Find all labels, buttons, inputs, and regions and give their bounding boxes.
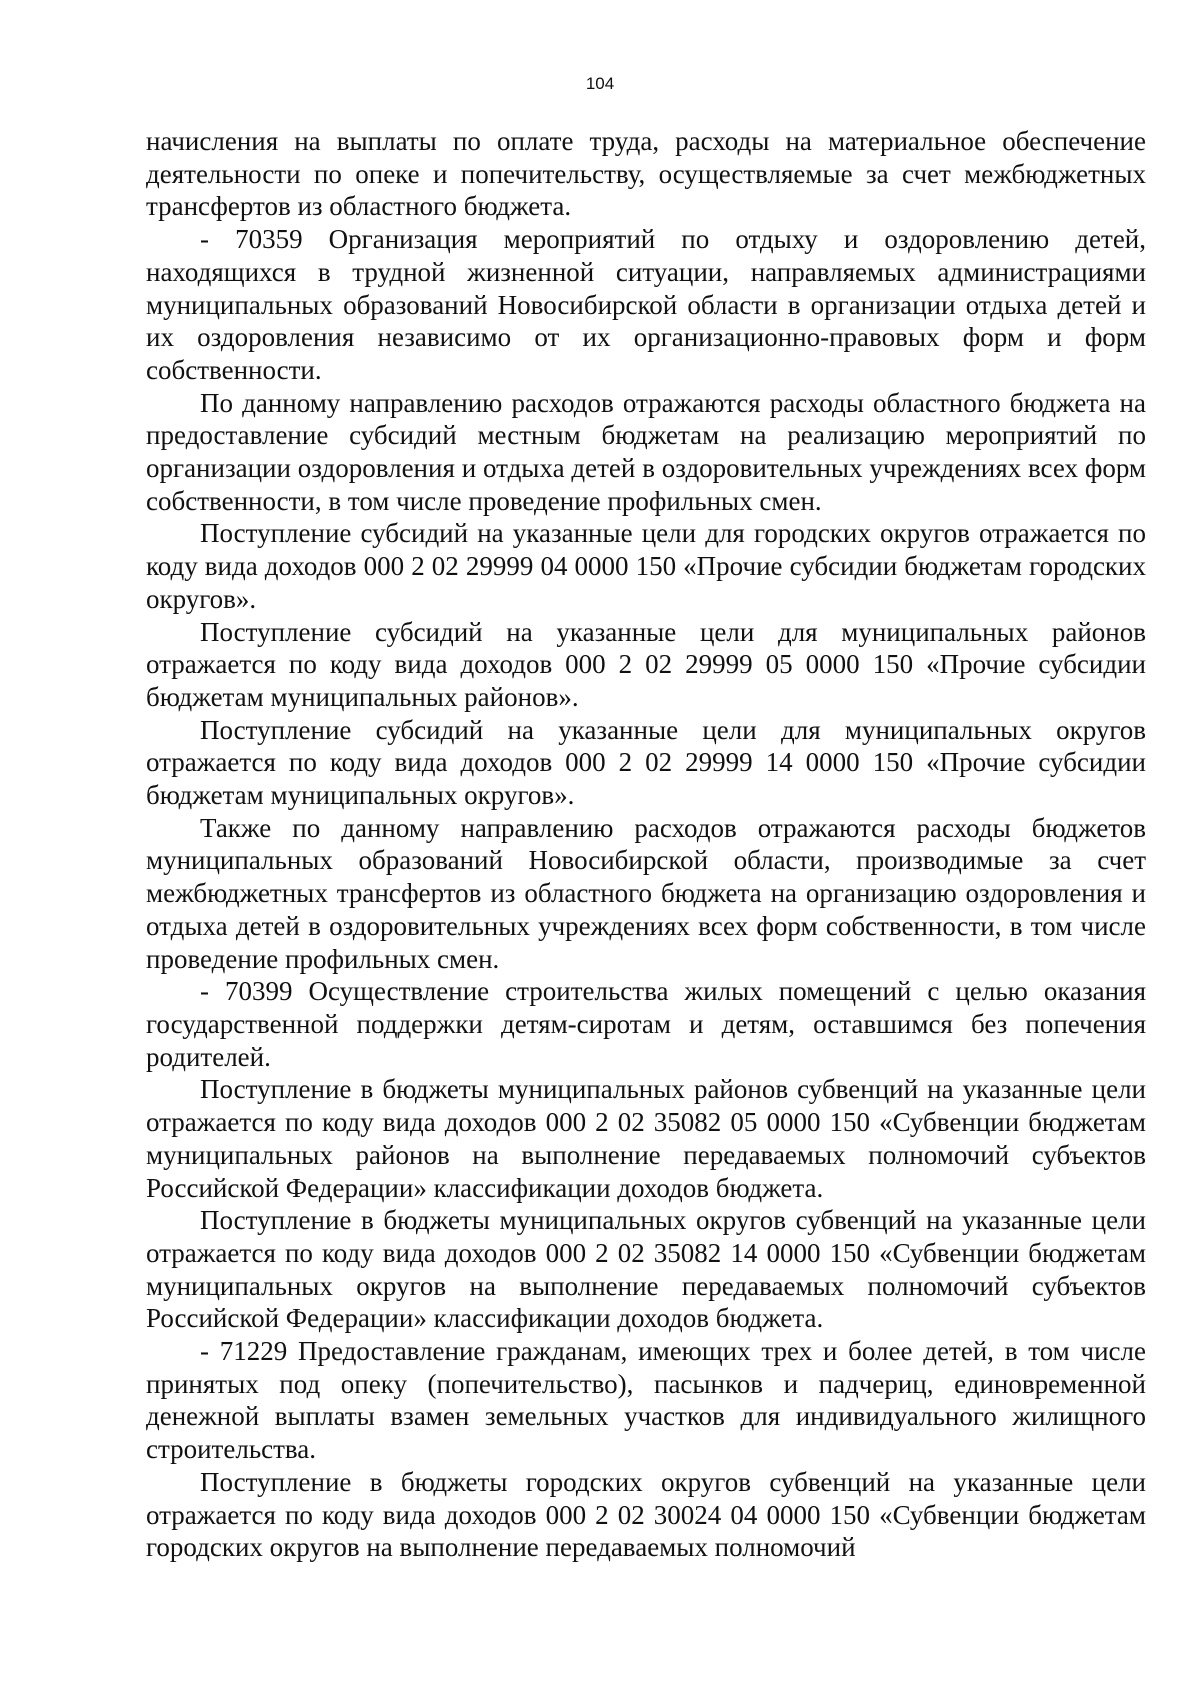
- paragraph-70359-heading: - 70359 Организация мероприятий по отдыху и оздоровлению детей, находящихся в трудной жизненной ситуации, направляемых администрациями муниципальных образований Новосибирской области в организации отдыха детей и их оздоровления независимо от их организационно-правовых форм и форм собственности.: [146, 224, 1146, 385]
- paragraph-continuation: начисления на выплаты по оплате труда, расходы на материальное обеспечение деятельности по опеке и попечительству, осуществляемые за счет межбюджетных трансфертов из областного бюджета.: [146, 126, 1146, 222]
- paragraph-municipal-areas-subsidies: Поступление субсидий на указанные цели для муниципальных районов отражается по коду вида доходов 000 2 02 29999 05 0000 150 «Прочие субсидии бюджетам муниципальных районов».: [146, 616, 1146, 712]
- paragraph-regional-budget-expenses: По данному направлению расходов отражаются расходы областного бюджета на предоставление субсидий местным бюджетам на реализацию мероприятий по организации оздоровления и отдыха детей в оздоровительных учреждениях всех форм собственности, в том числе проведение профильных смен.: [146, 387, 1146, 516]
- page-number: 104: [585, 74, 615, 93]
- paragraph-city-districts-subsidies: Поступление субсидий на указанные цели для городских округов отражается по коду вида доходов 000 2 02 29999 04 0000 150 «Прочие субсидии бюджетам городских округов».: [146, 518, 1146, 614]
- document-body: [146, 125, 1146, 1564]
- paragraph-municipal-districts-subventions: Поступление в бюджеты муниципальных округов субвенций на указанные цели отражается по коду вида доходов 000 2 02 35082 14 0000 150 «Субвенции бюджетам муниципальных округов на выполнение передаваемых полномочий субъектов Российской Федерации» классификации доходов бюджета.: [146, 1205, 1146, 1334]
- paragraph-71229-heading: - 71229 Предоставление гражданам, имеющих трех и более детей, в том числе принятых под опеку (попечительство), пасынков и падчериц, единовременной денежной выплаты взамен земельных участков для индивидуального жилищного строительства.: [146, 1336, 1146, 1465]
- paragraph-municipal-districts-subsidies: Поступление субсидий на указанные цели для муниципальных округов отражается по коду вида доходов 000 2 02 29999 14 0000 150 «Прочие субсидии бюджетам муниципальных округов».: [146, 714, 1146, 811]
- paragraph-municipal-budgets-expenses: Также по данному направлению расходов отражаются расходы бюджетов муниципальных образований Новосибирской области, производимые за счет межбюджетных трансфертов из областного бюджета на организацию оздоровления и отдыха детей в оздоровительных учреждениях всех форм собственности, в том числе проведение профильных смен.: [146, 812, 1146, 974]
- paragraph-municipal-areas-subventions: Поступление в бюджеты муниципальных районов субвенций на указанные цели отражается по коду вида доходов 000 2 02 35082 05 0000 150 «Субвенции бюджетам муниципальных районов на выполнение передаваемых полномочий субъектов Российской Федерации» классификации доходов бюджета.: [146, 1074, 1146, 1203]
- paragraph-70399-heading: - 70399 Осуществление строительства жилых помещений с целью оказания государственной поддержки детям-сиротам и детям, оставшимся без попечения родителей.: [146, 976, 1146, 1072]
- paragraph-city-districts-subventions: Поступление в бюджеты городских округов субвенций на указанные цели отражается по коду вида доходов 000 2 02 30024 04 0000 150 «Субвенции бюджетам городских округов на выполнение передаваемых полномочий: [146, 1466, 1146, 1563]
